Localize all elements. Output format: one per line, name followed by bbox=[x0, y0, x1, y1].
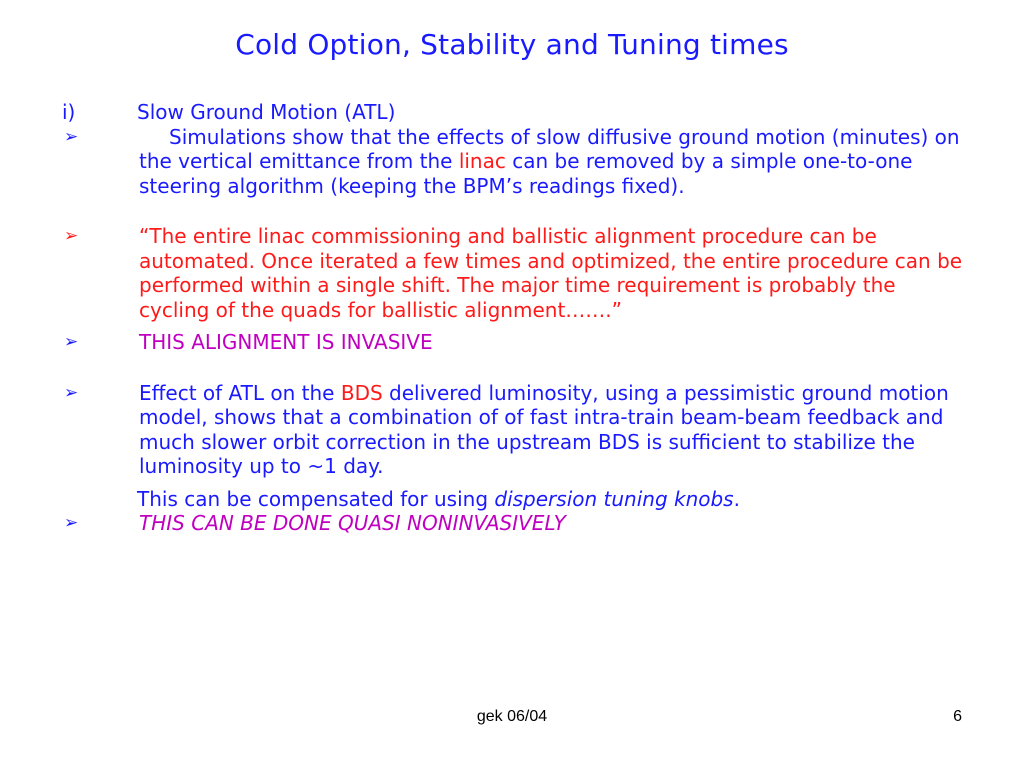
bullet-arrow-icon: ➢ bbox=[64, 382, 79, 403]
slide-title: Cold Option, Stability and Tuning times bbox=[235, 28, 789, 61]
bullet-arrow-icon: ➢ bbox=[64, 332, 79, 352]
bullet-text-part: Effect of ATL on the bbox=[139, 380, 341, 405]
bullet-quote: “The entire linac commissioning and ballistic alignment procedure can be automated. Once iterated a few times and optimized, the entire procedure can be performed within a single shift. The major time requirement is probably the cycling of the quads for ballistic alignment…….” bbox=[139, 224, 963, 322]
bullet-highlight: linac bbox=[458, 149, 506, 173]
continuation-row bbox=[62, 487, 972, 512]
bullet-item bbox=[62, 330, 972, 355]
bullet-text: THIS ALIGNMENT IS INVASIVE bbox=[139, 330, 433, 354]
continuation-text bbox=[137, 487, 972, 512]
bullet-item bbox=[62, 381, 972, 479]
footer-label: gek 06/04 bbox=[476, 708, 548, 725]
bullet-arrow-icon: ➢ bbox=[64, 226, 79, 246]
section-heading: Slow Ground Motion (ATL) bbox=[137, 100, 396, 124]
bullet-item bbox=[62, 224, 972, 322]
bullet-text-part: Simulations show that the effects of slow diffusive ground motion (minutes) on the vertical emittance from the bbox=[139, 124, 960, 173]
continuation-part: This can be compensated for using bbox=[137, 486, 495, 511]
continuation-italic: dispersion tuning knobs bbox=[494, 486, 734, 511]
bullet-text-part: can be removed by a simple one-to-one steering algorithm (keeping the BPM’s readings fixed). bbox=[139, 149, 913, 198]
bullet-item bbox=[62, 125, 972, 199]
slide-body bbox=[62, 100, 972, 536]
bullet-text bbox=[139, 125, 972, 199]
bullet-arrow-icon: ➢ bbox=[64, 126, 79, 147]
bullet-arrow-icon: ➢ bbox=[64, 513, 79, 533]
bullet-item bbox=[62, 511, 972, 536]
section-heading-row bbox=[62, 100, 972, 125]
bullet-text bbox=[139, 381, 972, 479]
page-number: 6 bbox=[953, 708, 962, 725]
bullet-text-part: delivered luminosity, using a pessimistic ground motion model, shows that a combination of of fast intra-train beam-beam feedback and much slower orbit correction in the upstream BDS is sufficient to stabilize the luminosity up to ~1 day. bbox=[139, 380, 949, 478]
continuation-part: . bbox=[733, 486, 740, 511]
section-marker: i) bbox=[62, 100, 76, 124]
bullet-highlight: BDS bbox=[340, 380, 383, 405]
bullet-text: THIS CAN BE DONE QUASI NONINVASIVELY bbox=[139, 511, 566, 535]
